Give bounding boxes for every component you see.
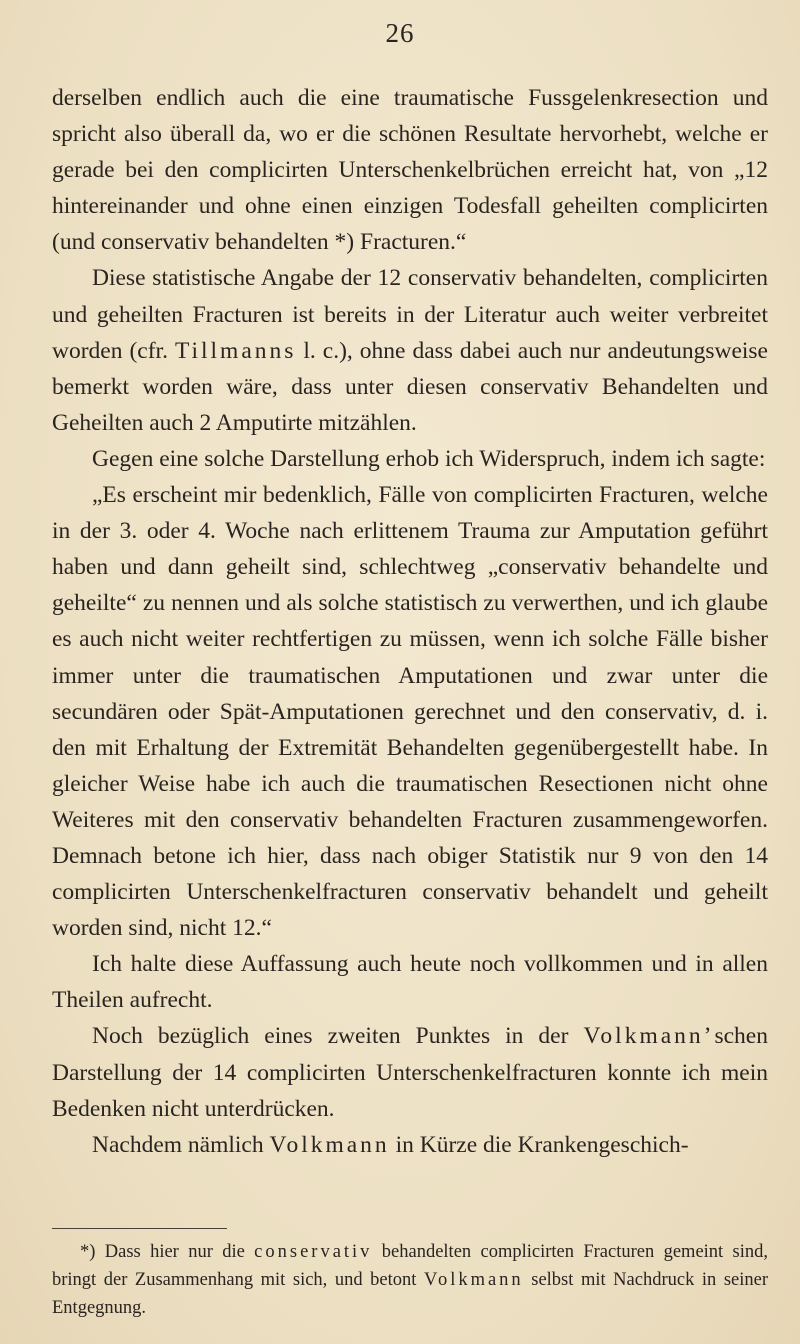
footnote-text xyxy=(52,1238,768,1322)
footnote-emphasis-conservativ: conservativ xyxy=(254,1242,373,1262)
author-name-volkmann: Volkmann’ xyxy=(583,1023,715,1050)
page-number: 26 xyxy=(385,18,415,48)
paragraph-6 xyxy=(52,1018,768,1126)
body-text xyxy=(52,80,768,1163)
paragraph-7 xyxy=(52,1127,768,1163)
footnote xyxy=(52,1238,768,1322)
paragraph-3: Gegen eine solche Darstellung erhob ich Widerspruch, indem ich sagte: xyxy=(92,445,766,472)
paragraph-2 xyxy=(52,260,768,440)
paragraph-6-text-a: Noch bezüglich eines zweiten Punktes in der xyxy=(92,1023,584,1050)
paragraph-4-quote: „Es erscheint mir bedenklich, Fälle von complicirten Fracturen, welche in der 3. oder 4. Woche nach erlittenem Trauma zur Amputation geführt haben und dann geheilt sind, schlechtweg „conservativ behandelte und geheilte“ zu nennen und als solche statistisch zu verwerthen, und ich glaube es auch nicht weiter rechtfertigen zu müssen, wenn ich solche Fälle bisher immer unter die traumatischen Amputationen und zwar unter die secundären oder Spät-Amputationen gerechnet und den conservativ, d. i. den mit Erhaltung der Extremität Behandelten gegenübergestellt habe. In gleicher Weise habe ich auch die traumatischen Resectionen nicht ohne Weiteres mit den conservativ behandelten Fracturen zusammengeworfen. Demnach betone ich hier, dass nach obiger Statistik nur 9 von den 14 complicirten Unterschenkelfracturen conservativ behandelt und geheilt worden sind, nicht 12.“ xyxy=(52,482,768,942)
paragraph-7-text-b: in Kürze die Krankengeschich- xyxy=(389,1131,689,1158)
paragraph-5: Ich halte diese Auffassung auch heute noch vollkommen und in allen Theilen aufrecht. xyxy=(52,951,768,1014)
footnote-divider xyxy=(52,1228,227,1229)
footnote-emphasis-volkmann: Volkmann xyxy=(423,1270,524,1290)
footnote-part-3: selbst mit Nachdruck in seiner Entgegnung. xyxy=(52,1270,769,1318)
paragraph-2-text-b: l. c.), ohne dass dabei auch nur andeutungsweise bemerkt worden wäre, dass unter diesen conservativ Behandelten und Geheilten auch 2 Amputirte mitzählen. xyxy=(52,337,768,436)
paragraph-1: derselben endlich auch die eine traumatische Fussgelenkresection und spricht also überall da, wo er die schönen Resultate hervorhebt, welche er gerade bei den complicirten Unterschenkelbrüchen erreicht hat, von „12 hintereinander und ohne einen einzigen Todesfall geheilten complicirten (und conservativ behandelten *) Fracturen.“ xyxy=(52,85,768,256)
paragraph-6-text-b: schen Darstellung der 14 complicirten Unterschenkelfracturen konnte ich mein Bedenken nicht unterdrücken. xyxy=(52,1023,768,1122)
paragraph-2-text-a: Diese statistische Angabe der 12 conservativ behandelten, complicirten und geheilten Fracturen ist bereits in der Literatur auch weiter verbreitet worden (cfr. xyxy=(52,265,768,364)
paragraph-7-text-a: Nachdem nämlich xyxy=(92,1131,270,1158)
author-name-tillmanns: Tillmanns xyxy=(174,337,297,364)
author-name-volkmann-2: Volkmann xyxy=(269,1131,390,1158)
footnote-part-2: behandelten complicirten Fracturen gemeint sind, bringt der Zusammenhang mit sich, und betont xyxy=(52,1242,768,1290)
footnote-part-1: *) Dass hier nur die xyxy=(80,1242,255,1262)
